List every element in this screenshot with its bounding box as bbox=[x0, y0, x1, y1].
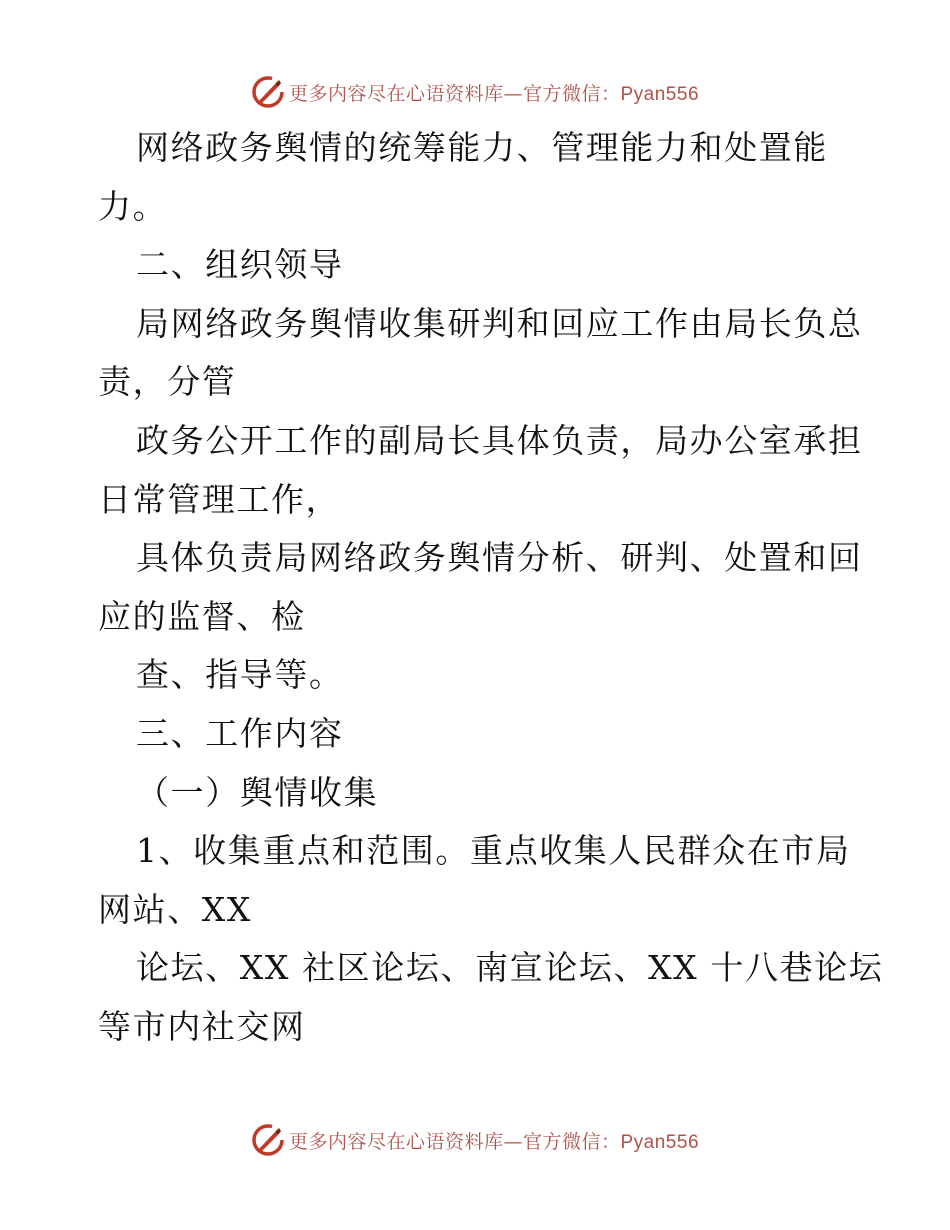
footer-promo-text: 更多内容尽在心语资料库—官方微信：Pyan556 bbox=[288, 1130, 700, 1153]
body-line: 局网络政务舆情收集研判和回应工作由局长负总 bbox=[136, 303, 863, 343]
subsection-heading: （一）舆情收集 bbox=[136, 772, 379, 812]
header-wechat-id: Pyan556 bbox=[620, 83, 700, 105]
section-heading: 二、组织领导 bbox=[136, 245, 344, 285]
body-line: 等市内社交网 bbox=[98, 1006, 306, 1046]
header-promo-text: 更多内容尽在心语资料库—官方微信：Pyan556 bbox=[288, 82, 700, 105]
body-line: 具体负责局网络政务舆情分析、研判、处置和回 bbox=[136, 538, 863, 578]
body-line: 网络政务舆情的统筹能力、管理能力和处置能 bbox=[136, 128, 828, 167]
body-line: 政务公开工作的副局长具体负责，局办公室承担 bbox=[136, 420, 863, 460]
body-line: 日常管理工作， bbox=[98, 479, 341, 519]
body-line: 应的监督、检 bbox=[98, 596, 306, 636]
footer-banner bbox=[0, 1118, 950, 1162]
body-line: 网站、XX bbox=[98, 889, 252, 929]
footer-wechat-id: Pyan556 bbox=[620, 1131, 700, 1153]
header-banner bbox=[0, 70, 950, 114]
document-body bbox=[98, 119, 884, 1057]
body-line: 力。 bbox=[98, 186, 168, 226]
body-line: 论坛、XX 社区论坛、南宣论坛、XX 十八巷论坛 bbox=[136, 948, 884, 988]
body-line: 责，分管 bbox=[98, 362, 237, 402]
brush-circle-logo-icon bbox=[251, 75, 285, 109]
section-heading: 三、工作内容 bbox=[136, 713, 344, 753]
brush-circle-logo-icon bbox=[251, 1123, 285, 1157]
body-line: 查、指导等。 bbox=[136, 655, 344, 695]
body-line: 1、收集重点和范围。重点收集人民群众在市局 bbox=[136, 831, 851, 871]
